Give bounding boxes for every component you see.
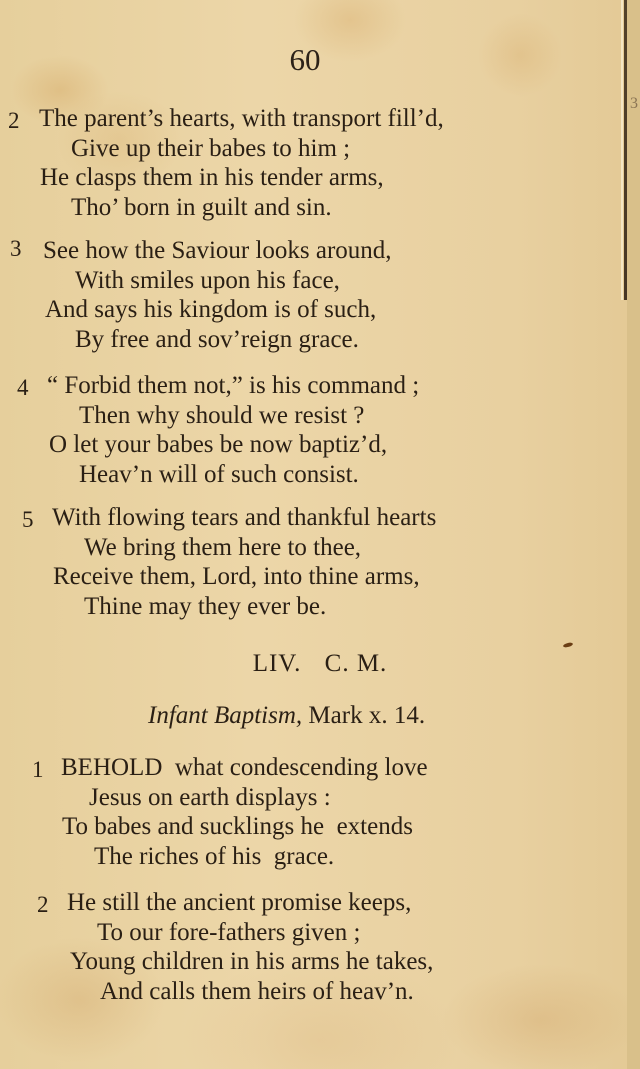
verse-line: He still the ancient promise keeps,: [67, 889, 412, 916]
verse-line: Then why should we resist ?: [79, 401, 365, 429]
verse-line: To our fore-fathers given ;: [97, 918, 361, 946]
verse-line: To babes and sucklings he extends: [62, 813, 413, 840]
verse-line: We bring them here to thee,: [84, 533, 362, 561]
verse-number: 1: [32, 757, 44, 782]
verse-number: 2: [8, 108, 20, 133]
hymn-meter: C. M.: [324, 650, 388, 677]
verse-line: Jesus on earth displays :: [89, 783, 331, 811]
hymn-number: LIV.: [252, 650, 302, 677]
verse-prev-3: [10, 236, 392, 354]
verse-line: With smiles upon his face,: [75, 266, 340, 294]
scripture-reference: Mark x. 14.: [308, 702, 426, 729]
verse-line: Tho’ born in guilt and sin.: [71, 193, 332, 221]
verse-line: And calls them heirs of heav’n.: [100, 977, 414, 1005]
verse-2: [37, 888, 433, 1006]
verse-line: Heav’n will of such consist.: [79, 460, 359, 488]
verse-line: The parent’s hearts, with transport fill’d,: [39, 105, 444, 132]
verse-line: Thine may they ever be.: [84, 592, 327, 620]
verse-line: Young children in his arms he takes,: [70, 948, 434, 975]
verse-line: Give up their babes to him ;: [71, 134, 351, 162]
verse-line: He clasps them in his tender arms,: [40, 164, 384, 191]
verse-prev-2: [8, 104, 444, 222]
page-edge-highlight: [621, 0, 623, 300]
ink-speck: [563, 642, 574, 648]
facing-page-edge: [627, 0, 640, 1069]
verse-line: The riches of his grace.: [94, 842, 335, 870]
verse-line: With flowing tears and thankful hearts: [52, 504, 437, 531]
verse-prev-4: [17, 371, 419, 489]
verse-line: See how the Saviour looks around,: [43, 237, 392, 264]
hymn-subtitle: [148, 702, 425, 730]
verse-1: [32, 753, 428, 871]
verse-line: O let your babes be now baptiz’d,: [49, 431, 388, 458]
hymn-subject: Infant Baptism,: [148, 702, 303, 729]
facing-page-mark: 3: [630, 95, 638, 112]
verse-number: 4: [17, 375, 29, 400]
hymn-heading: [0, 650, 640, 678]
verse-prev-5: [22, 503, 436, 621]
verse-number: 5: [22, 507, 34, 532]
book-spine-shadow: [624, 0, 627, 300]
verse-line: And says his kingdom is of such,: [45, 296, 377, 323]
verse-number: 3: [10, 236, 22, 261]
page-number: 60: [289, 42, 321, 77]
verse-line: “ Forbid them not,” is his command ;: [47, 372, 420, 399]
verse-line: Receive them, Lord, into thine arms,: [53, 563, 420, 590]
verse-line: By free and sov’reign grace.: [75, 325, 359, 353]
verse-number: 2: [37, 892, 49, 917]
verse-line: BEHOLD what condescending love: [61, 754, 428, 781]
